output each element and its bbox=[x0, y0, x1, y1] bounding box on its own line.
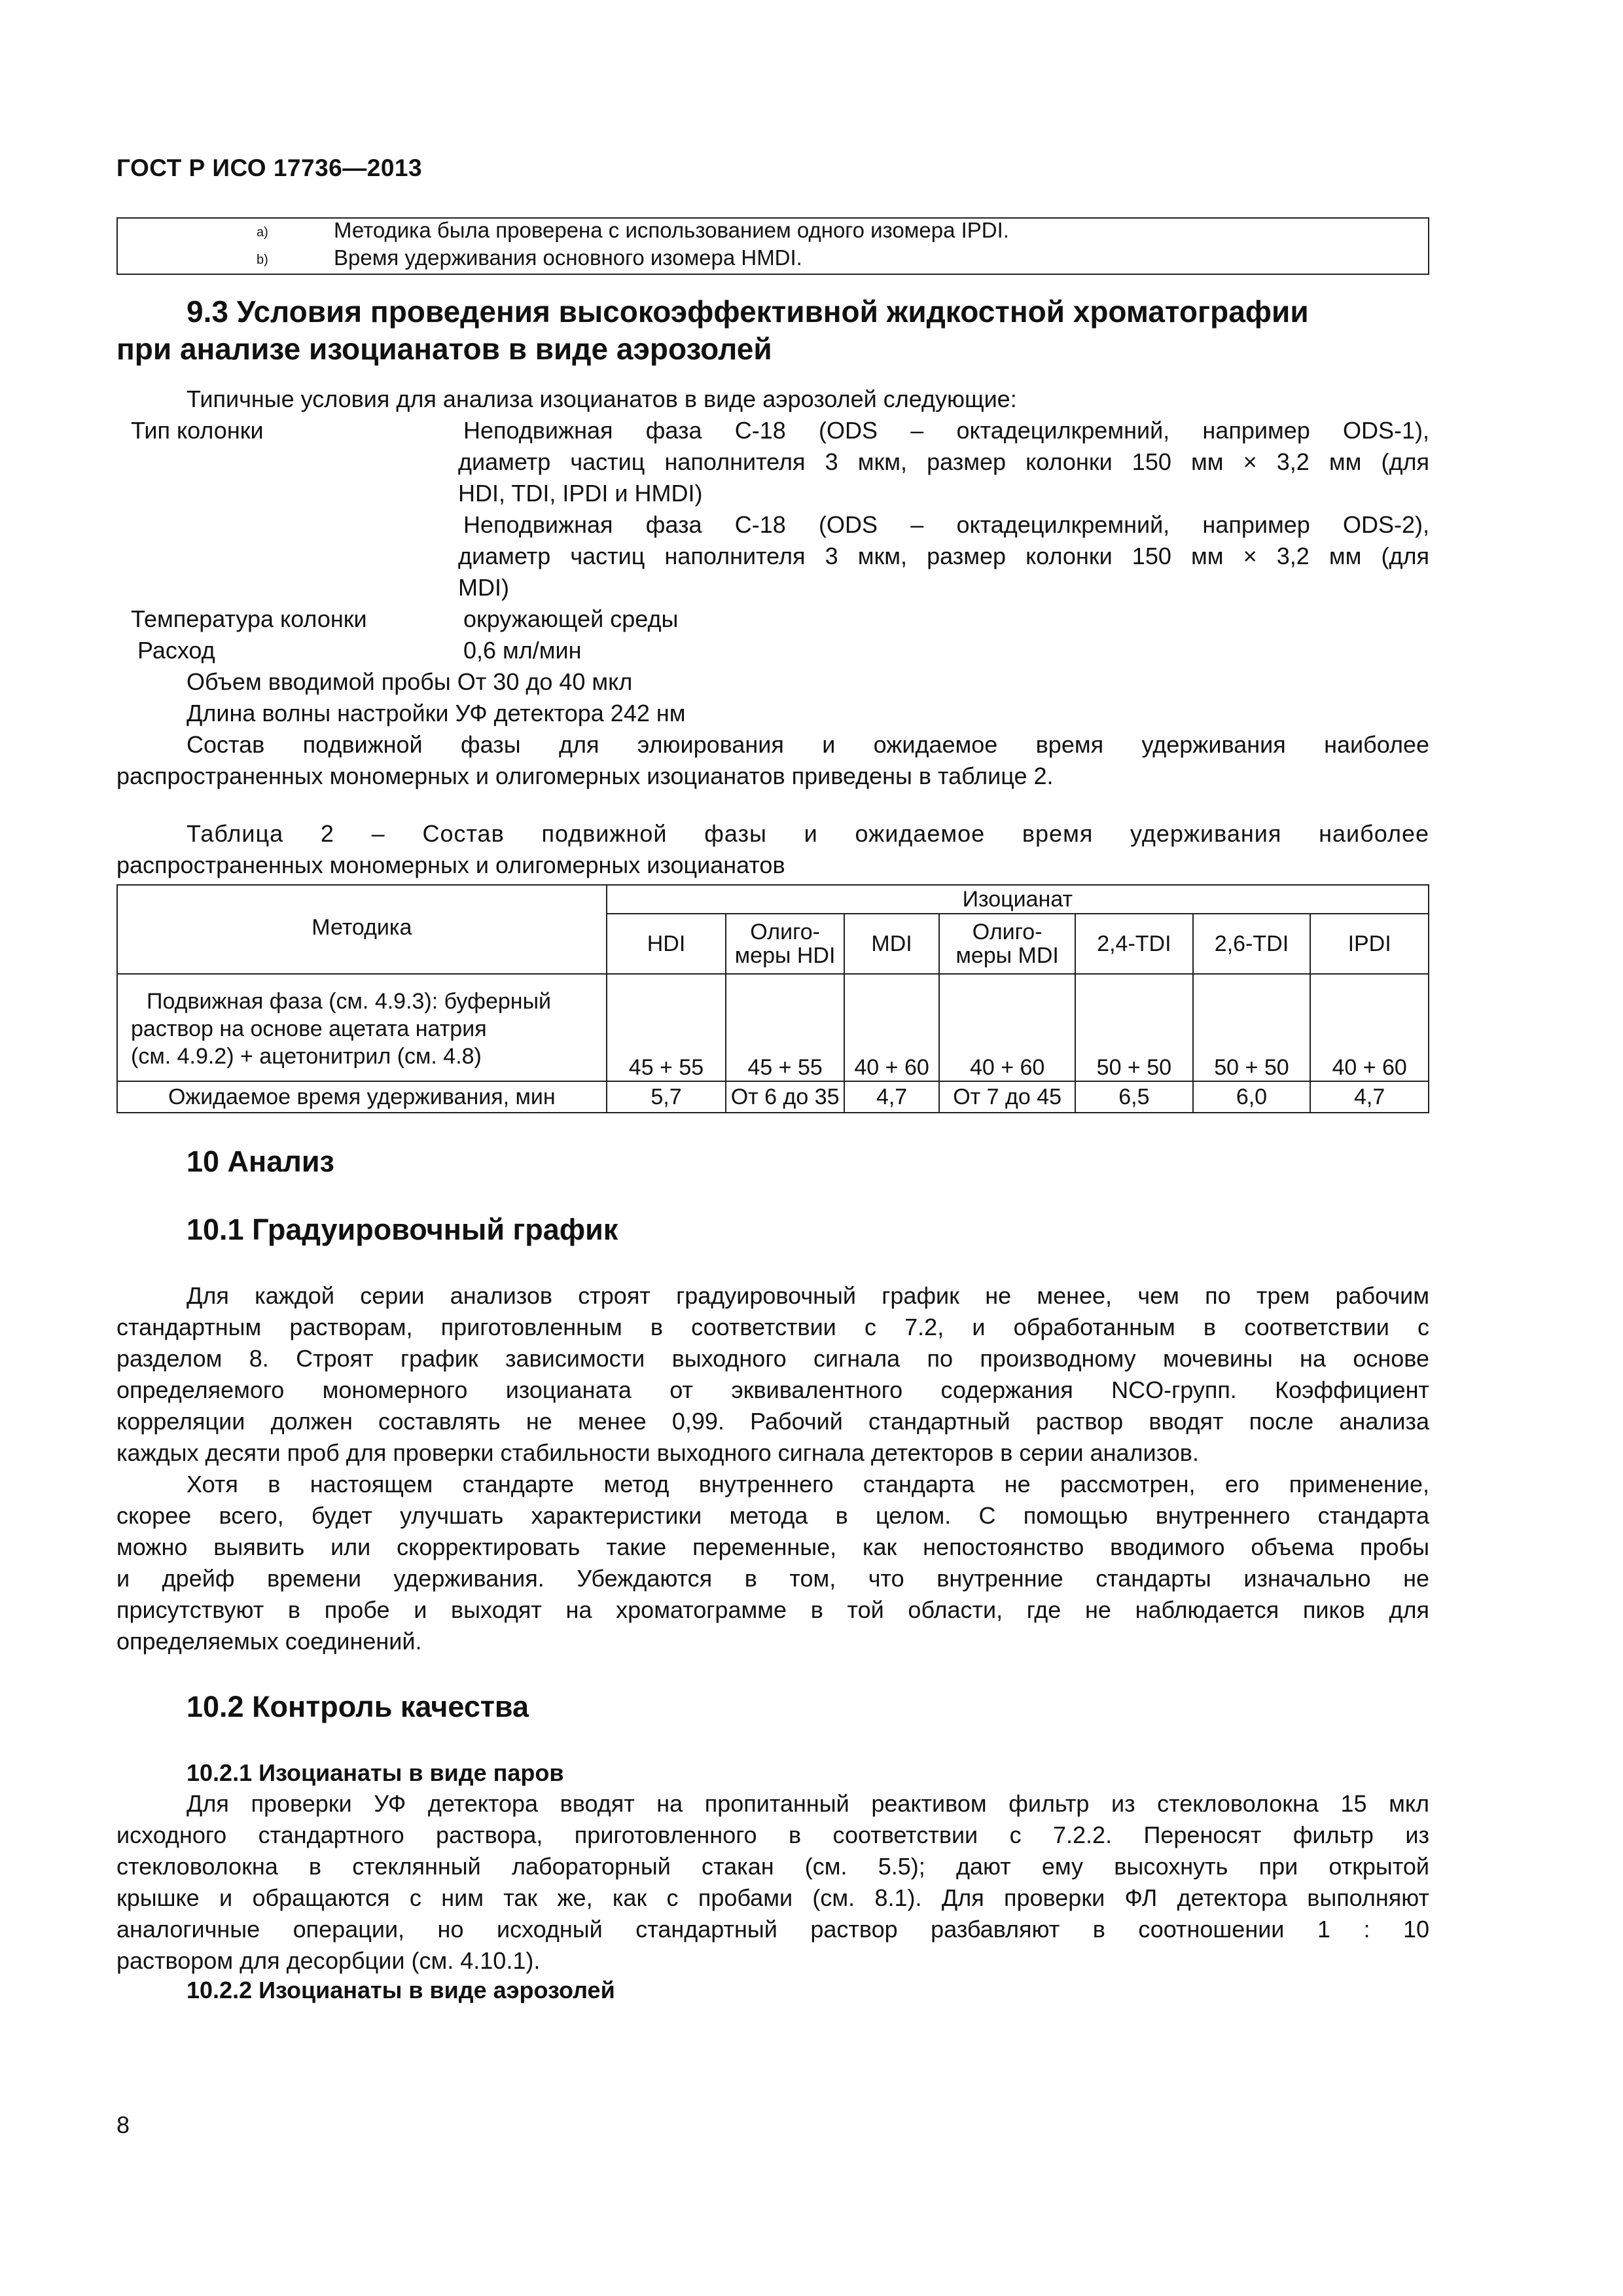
mobile-phase-olig-hdi: 45 + 55 bbox=[726, 974, 844, 1081]
retention-mdi: 4,7 bbox=[844, 1081, 939, 1113]
mobile-phase-ipdi: 40 + 60 bbox=[1310, 974, 1429, 1081]
retention-label: Ожидаемое время удерживания, мин bbox=[117, 1081, 607, 1113]
s10-2-1-l3: стекловолокна в стеклянный лабораторный стакан (см. 5.5); дают ему высохнуть при открытой bbox=[116, 1853, 1429, 1880]
col-header-olig-mdi: Олиго- меры MDI bbox=[939, 914, 1075, 974]
mobile-phase-para-line1: Состав подвижной фазы для элюирования и ожидаемое время удерживания наиболее bbox=[187, 731, 1429, 758]
column-type-1-line3: HDI, TDI, IPDI и HMDI) bbox=[458, 480, 703, 507]
mobile-phase-mdi: 40 + 60 bbox=[844, 974, 939, 1081]
s10-1-p2-l6: определяемых соединений. bbox=[116, 1628, 422, 1655]
s10-1-p1-l2: стандартным растворам, приготовленным в соответствии с 7.2, и обработанным в соответствии с bbox=[116, 1314, 1429, 1340]
s10-2-1-l1: Для проверки УФ детектора вводят на пропитанный реактивом фильтр из стекловолокна 15 мкл bbox=[187, 1790, 1429, 1817]
table-row-retention bbox=[117, 1081, 1429, 1113]
retention-olig-mdi: От 7 до 45 bbox=[939, 1081, 1075, 1113]
section-9-3-title-line2: при анализе изоцианатов в виде аэрозолей bbox=[116, 332, 772, 366]
mobile-phase-24tdi: 50 + 50 bbox=[1075, 974, 1193, 1081]
section-10-2-2-title: 10.2.2 Изоцианаты в виде аэрозолей bbox=[187, 1977, 615, 2003]
column-type-2-line1: Неподвижная фаза С-18 (ODS – октадецилкремний, например ODS-2), bbox=[463, 511, 1429, 538]
retention-26tdi: 6,0 bbox=[1193, 1081, 1311, 1113]
section-10-2-1-title: 10.2.1 Изоцианаты в виде паров bbox=[187, 1759, 564, 1786]
detector-wavelength: Длина волны настройки УФ детектора 242 нм bbox=[187, 700, 686, 726]
section-10-title: 10 Анализ bbox=[187, 1145, 334, 1178]
document-header: ГОСТ Р ИСО 17736—2013 bbox=[116, 154, 423, 181]
mobile-phase-para-line2: распространенных мономерных и олигомерных изоцианатов приведены в таблице 2. bbox=[116, 762, 1054, 789]
mobile-phase-olig-mdi: 40 + 60 bbox=[939, 974, 1075, 1081]
column-type-label: Тип колонки bbox=[131, 417, 264, 444]
s10-1-p2-l5: присутствуют в пробе и выходят на хроматограмме в той области, где не наблюдается пиков для bbox=[116, 1596, 1429, 1623]
table-2 bbox=[116, 884, 1429, 1113]
section-10-1-title: 10.1 Градуировочный график bbox=[187, 1213, 618, 1246]
retention-ipdi: 4,7 bbox=[1310, 1081, 1429, 1113]
col-header-ipdi: IPDI bbox=[1310, 914, 1429, 974]
s10-2-1-l2: исходного стандартного раствора, приготовленного в соответствии с 7.2.2. Переносят фильтр из bbox=[116, 1821, 1429, 1848]
retention-olig-hdi: От 6 до 35 bbox=[726, 1081, 844, 1113]
section-9-3-title-line1: 9.3 Условия проведения высокоэффективной жидкостной хроматографии bbox=[187, 295, 1309, 329]
temp-label: Температура колонки bbox=[131, 605, 367, 632]
retention-hdi: 5,7 bbox=[607, 1081, 726, 1113]
col-header-26tdi: 2,6-TDI bbox=[1193, 914, 1311, 974]
s10-1-p2-l3: можно выявить или скорректировать такие переменные, как непостоянство вводимого объема пробы bbox=[116, 1534, 1429, 1560]
s10-1-p1-l4: определяемого мономерного изоцианата от эквивалентного содержания NCO-групп. Коэффициент bbox=[116, 1376, 1429, 1403]
col-header-hdi: HDI bbox=[607, 914, 726, 974]
s10-1-p1-l5: корреляции должен составлять не менее 0,99. Рабочий стандартный раствор вводят после анализа bbox=[116, 1408, 1429, 1435]
col-header-olig-hdi: Олиго- меры HDI bbox=[726, 914, 844, 974]
column-type-1-line2: диаметр частиц наполнителя 3 мкм, размер колонки 150 мм × 3,2 мм (для bbox=[458, 448, 1429, 475]
retention-24tdi: 6,5 bbox=[1075, 1081, 1193, 1113]
s10-1-p1-l3: разделом 8. Строят график зависимости выходного сигнала по производному мочевины на основе bbox=[116, 1345, 1429, 1372]
col-header-mdi: MDI bbox=[844, 914, 939, 974]
mobile-phase-hdi: 45 + 55 bbox=[607, 974, 726, 1081]
injection-volume: Объем вводимой пробы От 30 до 40 мкл bbox=[187, 668, 633, 695]
page-number: 8 bbox=[116, 2111, 130, 2138]
section-10-2-title: 10.2 Контроль качества bbox=[187, 1690, 529, 1723]
s10-1-p2-l1: Хотя в настоящем стандарте метод внутреннего стандарта не рассмотрен, его применение, bbox=[187, 1471, 1429, 1498]
col-header-24tdi: 2,4-TDI bbox=[1075, 914, 1193, 974]
table2-caption-line2: распространенных мономерных и олигомерных изоцианатов bbox=[116, 852, 785, 878]
s10-2-1-l6: раствором для десорбции (см. 4.10.1). bbox=[116, 1947, 541, 1974]
table2-caption-line1: Таблица 2 – Состав подвижной фазы и ожидаемое время удерживания наиболее bbox=[187, 820, 1429, 847]
flow-value: 0,6 мл/мин bbox=[463, 637, 582, 664]
footnote-mark-b: b) bbox=[257, 253, 268, 267]
footnote-a: Методика была проверена с использованием одного изомера IPDI. bbox=[334, 218, 1009, 242]
table-row-mobile-phase bbox=[117, 974, 1429, 1081]
footnote-mark-a: a) bbox=[257, 225, 268, 240]
isocyanate-group-header: Изоцианат bbox=[607, 885, 1429, 914]
s10-1-p2-l4: и дрейф времени удерживания. Убеждаются в том, что внутренние стандарты изначально не bbox=[116, 1565, 1429, 1592]
conditions-intro: Типичные условия для анализа изоцианатов в виде аэрозолей следующие: bbox=[187, 386, 1017, 412]
footnote-b: Время удерживания основного изомера HMDI. bbox=[334, 245, 802, 270]
mobile-phase-26tdi: 50 + 50 bbox=[1193, 974, 1311, 1081]
flow-label: Расход bbox=[137, 637, 215, 664]
method-header: Методика bbox=[117, 885, 607, 974]
column-type-2-line2: диаметр частиц наполнителя 3 мкм, размер колонки 150 мм × 3,2 мм (для bbox=[458, 543, 1429, 569]
s10-1-p2-l2: скорее всего, будет улучшать характеристики метода в целом. С помощью внутреннего стандарта bbox=[116, 1502, 1429, 1529]
s10-2-1-l5: аналогичные операции, но исходный стандартный раствор разбавляют в соотношении 1 : 10 bbox=[116, 1916, 1429, 1943]
s10-2-1-l4: крышке и обращаются с ним так же, как с пробами (см. 8.1). Для проверки ФЛ детектора выполняют bbox=[116, 1884, 1429, 1911]
column-type-1-line1: Неподвижная фаза С-18 (ODS – октадецилкремний, например ODS-1), bbox=[463, 417, 1429, 444]
s10-1-p1-l6: каждых десяти проб для проверки стабильности выходного сигнала детекторов в серии анализов. bbox=[116, 1439, 1199, 1466]
s10-1-p1-l1: Для каждой серии анализов строят градуировочный график не менее, чем по трем рабочим bbox=[187, 1282, 1429, 1309]
column-type-2-line3: MDI) bbox=[458, 574, 509, 601]
temp-value: окружающей среды bbox=[463, 605, 679, 632]
mobile-phase-label: Подвижная фаза (см. 4.9.3): буферный раствор на основе ацетата натрия (см. 4.9.2) + ацетонитрил (см. 4.8) bbox=[117, 974, 607, 1081]
